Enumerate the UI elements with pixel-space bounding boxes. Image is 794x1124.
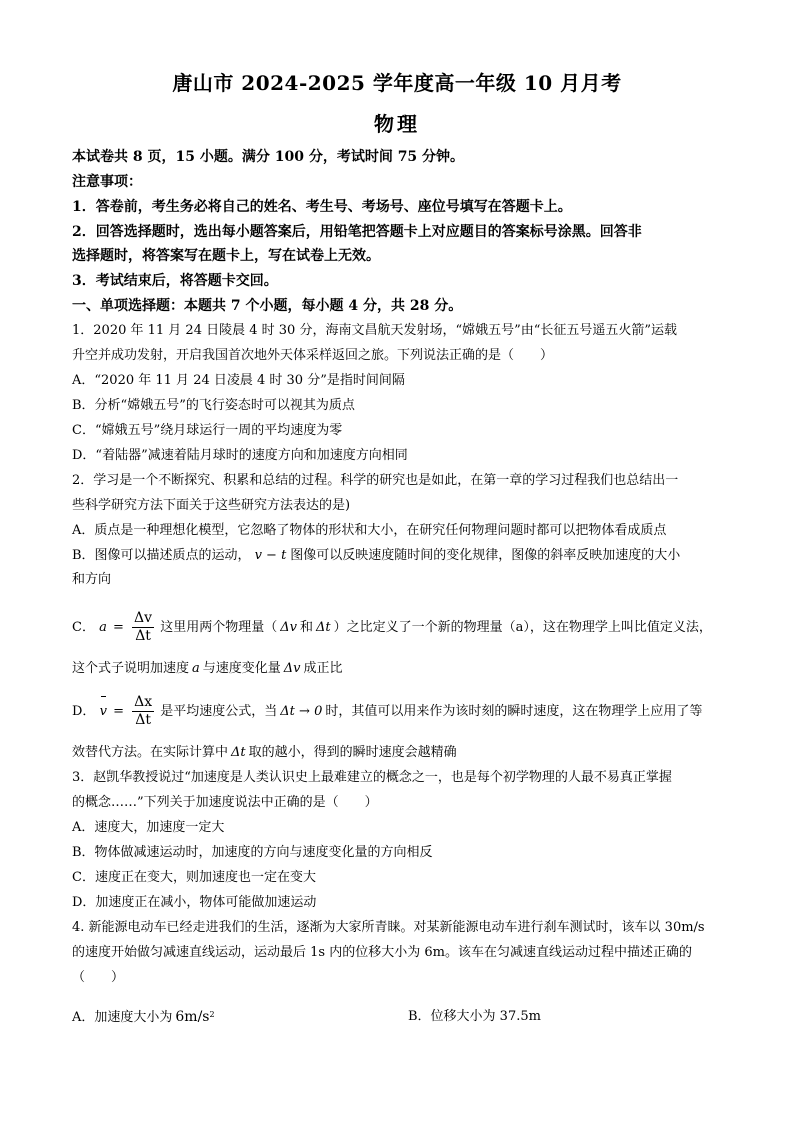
q2-option-c-cont — [72, 659, 732, 679]
fraction-numerator: Δv — [134, 610, 153, 626]
q2-option-d-text: 是平均速度公式，当 — [160, 704, 278, 719]
q2-option-c-text: ）之比定义了一个新的物理量（a），这在物理学上叫比值定义法， — [333, 620, 712, 635]
exam-summary: 本试卷共 8 页，15 小题。满分 100 分，考试时间 75 分钟。 — [72, 149, 465, 165]
q3-option-a: A．速度大，加速度一定大 — [72, 820, 225, 835]
q2-option-d-text: 效替代方法。在实际计算中 — [72, 745, 229, 760]
q1-option-b: B．分析“嫦娥五号”的飞行姿态时可以视其为质点 — [72, 398, 355, 413]
q1-option-d: D．“着陆器”减速着陆月球时的速度方向和加速度方向相同 — [72, 448, 408, 463]
notice-item: 1．答卷前，考生务必将自己的姓名、考生号、考场号、座位号填写在答题卡上。 — [72, 199, 572, 215]
vt-symbol: v − t — [254, 548, 287, 563]
formula-eq: = — [113, 704, 124, 719]
q2-option-d — [72, 694, 732, 729]
exam-title: 唐山市 2024-2025 学年度高一年级 10 月月考 — [172, 71, 622, 95]
q2-stem: 些科学研究方法下面关于这些研究方法表达的是) — [72, 498, 351, 513]
q3-stem: 3．赵凯华教授说过“加速度是人类认识史上最难建立的概念之一，也是每个初学物理的人最不易真正掌握 — [72, 770, 672, 785]
q3-option-c: C．速度正在变大，则加速度也一定在变大 — [72, 870, 316, 885]
option-label: D． — [72, 704, 96, 719]
subject-title: 物理 — [374, 112, 420, 136]
q4-option-b: B．位移大小为 37.5m — [408, 1009, 541, 1024]
q3-option-b: B．物体做减速运动时，加速度的方向与速度变化量的方向相反 — [72, 845, 433, 860]
symbol: a — [192, 661, 200, 676]
q4-stem: 的速度开始做匀减速直线运动，运动最后 1s 内的位移大小为 6m。该车在匀减速直线运动过程中描述正确的 — [72, 945, 692, 960]
fraction-dv-dt — [132, 610, 154, 645]
q3-stem: 的概念……”下列关于加速度说法中正确的是（ ） — [72, 795, 378, 810]
q2-option-d-text: 时，其值可以用来作为该时刻的瞬时速度，这在物理学上应用了等 — [325, 704, 703, 719]
notice-item: 2．回答选择题时，选出每小题答案后，用铅笔把答题卡上对应题目的答案标号涂黑。回答非 — [72, 224, 642, 240]
q2-option-b-cont: 和方向 — [72, 572, 112, 587]
q2-option-b-text: 图像可以反映速度随时间的变化规律，图像的斜率反映加速度的大小 — [290, 548, 681, 563]
fraction-dx-dt — [132, 694, 154, 729]
q2-option-d-text: 取的越小，得到的瞬时速度会越精确 — [248, 745, 457, 760]
section-heading: 一、单项选择题：本题共 7 个小题，每小题 4 分，共 28 分。 — [72, 298, 463, 314]
average-velocity-symbol: v — [100, 695, 107, 729]
q4-stem: 4. 新能源电动车已经走进我们的生活，逐渐为大家所青睐。对某新能源电动车进行刹车测试时，该车以 30m/s — [72, 920, 705, 935]
exponent: 2 — [209, 1010, 215, 1019]
fraction-denominator: Δt — [135, 712, 151, 728]
formula-eq: = — [113, 620, 124, 635]
q3-option-d: D．加速度正在减小，物体可能做加速运动 — [72, 895, 317, 910]
formula-var: a — [99, 620, 107, 635]
q2-option-a: A．质点是一种理想化模型，它忽略了物体的形状和大小，在研究任何物理问题时都可以把物体看成质点 — [72, 523, 667, 538]
q2-stem: 2．学习是一个不断探究、积累和总结的过程。科学的研究也是如此，在第一章的学习过程我们也总结出一 — [72, 473, 679, 488]
q2-option-d-cont — [72, 743, 732, 763]
q1-option-a: A．“2020 年 11 月 24 日凌晨 4 时 30 分”是指时间间隔 — [72, 373, 405, 388]
fraction-numerator: Δx — [134, 694, 153, 710]
q2-option-c-text: 与速度变化量 — [202, 661, 281, 676]
q4-option-a-value: 6m/s — [175, 1009, 210, 1025]
notice-item: 3．考试结束后，将答题卡交回。 — [72, 273, 278, 289]
q2-option-c — [72, 610, 732, 645]
fraction-denominator: Δt — [135, 628, 151, 644]
q2-option-b-text: B．图像可以描述质点的运动， — [72, 548, 251, 563]
notice-heading: 注意事项： — [72, 174, 142, 190]
q4-option-a — [72, 1007, 392, 1028]
symbol: Δv — [283, 661, 301, 676]
q2-option-c-text: 和 — [299, 620, 313, 635]
symbol: Δv — [280, 620, 297, 635]
notice-item: 选择题时，将答案写在题卡上，写在试卷上无效。 — [72, 248, 380, 264]
q4-stem: （ ） — [72, 970, 125, 985]
limit-symbol: Δt → 0 — [280, 704, 323, 719]
q2-option-c-text: 这个式子说明加速度 — [72, 661, 190, 676]
q2-option-b — [72, 546, 732, 566]
q2-option-c-text: 成正比 — [303, 661, 343, 676]
q1-option-c: C．“嫦娥五号”绕月球运行一周的平均速度为零 — [72, 423, 343, 438]
symbol: Δt — [231, 745, 246, 760]
q2-option-c-text: 这里用两个物理量（ — [160, 620, 278, 635]
q1-stem: 1．2020 年 11 月 24 日陵晨 4 时 30 分，海南文昌航天发射场，“嫦娥五号”由“长征五号遥五火箭”运载 — [72, 323, 678, 338]
q1-stem: 升空并成功发射，开启我国首次地外天体采样返回之旅。下列说法正确的是（ ） — [72, 348, 554, 363]
q4-option-a-text: A．加速度大小为 — [72, 1010, 173, 1025]
option-label: C． — [72, 620, 95, 635]
symbol: Δt — [315, 620, 331, 635]
